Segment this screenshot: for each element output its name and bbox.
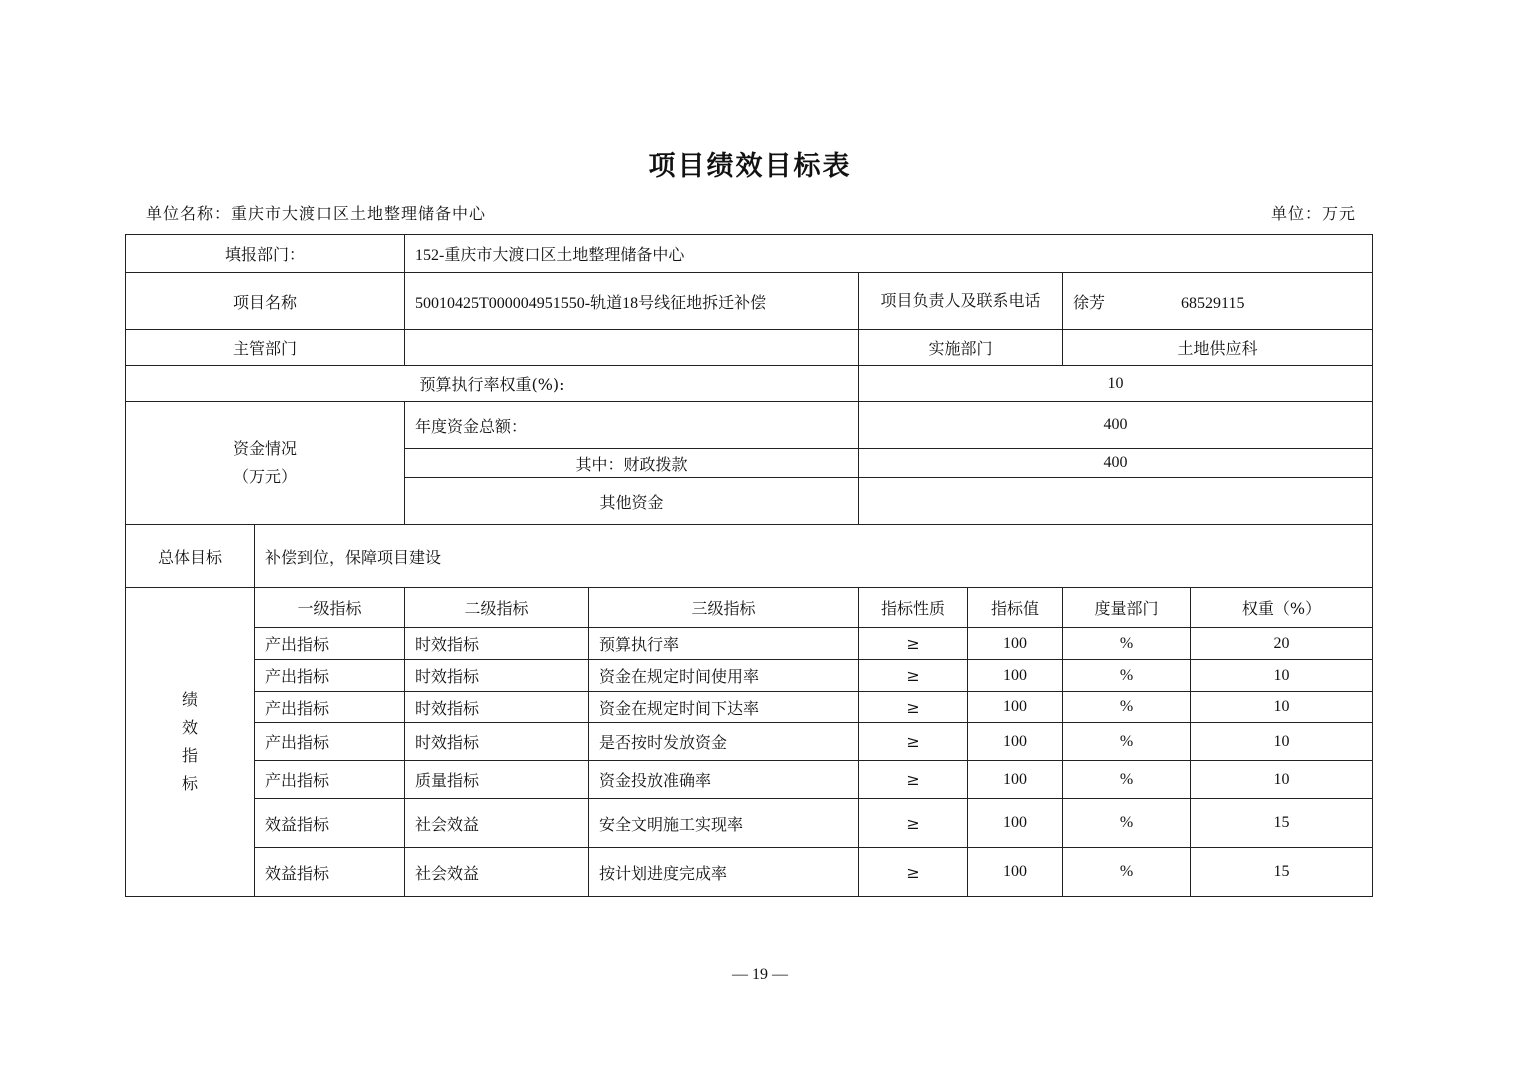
value-cell: 100 — [968, 628, 1063, 660]
nature-cell: ≥ — [859, 761, 968, 799]
level1-cell: 效益指标 — [255, 799, 405, 848]
nature-cell: ≥ — [859, 799, 968, 848]
performance-table — [125, 234, 1373, 897]
other-funds-value — [859, 478, 1373, 525]
perf-indicator-label — [126, 588, 255, 897]
level3-cell: 资金在规定时间下达率 — [589, 692, 859, 723]
annual-total-value: 400 — [859, 402, 1373, 449]
value-cell: 100 — [968, 692, 1063, 723]
table-row — [126, 799, 1373, 848]
nature-cell: ≥ — [859, 660, 968, 692]
impl-dept-label: 实施部门 — [859, 330, 1063, 366]
col-header: 一级指标 — [255, 588, 405, 628]
weight-cell: 15 — [1191, 799, 1373, 848]
unit-cell: % — [1063, 761, 1191, 799]
level2-cell: 时效指标 — [405, 660, 589, 692]
weight-cell: 20 — [1191, 628, 1373, 660]
budget-weight-label: 预算执行率权重(%): — [126, 366, 859, 402]
table-row — [126, 761, 1373, 799]
table-row — [126, 848, 1373, 897]
weight-cell: 10 — [1191, 761, 1373, 799]
annual-total-label: 年度资金总额： — [405, 402, 859, 449]
contact-phone: 68529115 — [1181, 294, 1245, 312]
nature-cell: ≥ — [859, 848, 968, 897]
level2-cell: 时效指标 — [405, 692, 589, 723]
reporting-dept-value: 152-重庆市大渡口区土地整理储备中心 — [405, 235, 1373, 273]
funds-unit: （万元） — [233, 467, 298, 486]
unit-cell: % — [1063, 660, 1191, 692]
impl-dept-value: 土地供应科 — [1063, 330, 1373, 366]
value-cell: 100 — [968, 660, 1063, 692]
level3-cell: 按计划进度完成率 — [589, 848, 859, 897]
weight-cell: 15 — [1191, 848, 1373, 897]
level2-cell: 质量指标 — [405, 761, 589, 799]
fiscal-label: 其中：财政拨款 — [405, 449, 859, 478]
unit-cell: % — [1063, 723, 1191, 761]
level2-cell: 时效指标 — [405, 723, 589, 761]
fiscal-value: 400 — [859, 449, 1373, 478]
other-funds-label: 其他资金 — [405, 478, 859, 525]
level2-cell: 时效指标 — [405, 628, 589, 660]
perf-label-char: 标 — [181, 774, 198, 793]
funds-label: 资金情况 — [233, 439, 298, 458]
table-row — [126, 628, 1373, 660]
weight-cell: 10 — [1191, 692, 1373, 723]
perf-label-char: 指 — [181, 746, 198, 765]
unit-cell: % — [1063, 848, 1191, 897]
project-name-label: 项目名称 — [126, 273, 405, 330]
level3-cell: 预算执行率 — [589, 628, 859, 660]
value-cell: 100 — [968, 848, 1063, 897]
level2-cell: 社会效益 — [405, 799, 589, 848]
level3-cell: 安全文明施工实现率 — [589, 799, 859, 848]
level1-cell: 产出指标 — [255, 660, 405, 692]
supervisor-label: 主管部门 — [126, 330, 405, 366]
reporting-dept-label: 填报部门： — [126, 235, 405, 273]
col-header: 权重（%） — [1191, 588, 1373, 628]
contact-person: 徐芳 — [1073, 294, 1106, 312]
contact-value — [1063, 273, 1373, 330]
table-row — [126, 692, 1373, 723]
value-cell: 100 — [968, 723, 1063, 761]
page-number: — 19 — — [732, 966, 788, 983]
perf-label-char: 绩 — [181, 690, 198, 709]
unit-name: 单位名称：重庆市大渡口区土地整理储备中心 — [146, 204, 487, 223]
col-header: 指标值 — [968, 588, 1063, 628]
overall-goal-value: 补偿到位，保障项目建设 — [255, 525, 1373, 588]
level1-cell: 产出指标 — [255, 723, 405, 761]
nature-cell: ≥ — [859, 628, 968, 660]
budget-weight-value: 10 — [859, 366, 1373, 402]
level3-cell: 资金投放准确率 — [589, 761, 859, 799]
weight-cell: 10 — [1191, 723, 1373, 761]
level3-cell: 资金在规定时间使用率 — [589, 660, 859, 692]
unit-cell: % — [1063, 799, 1191, 848]
unit-label: 单位：万元 — [1270, 204, 1356, 223]
value-cell: 100 — [968, 761, 1063, 799]
nature-cell: ≥ — [859, 692, 968, 723]
page-title: 项目绩效目标表 — [648, 151, 852, 182]
level3-cell: 是否按时发放资金 — [589, 723, 859, 761]
project-name-value: 50010425T000004951550-轨道18号线征地拆迁补偿 — [405, 273, 859, 330]
level1-cell: 产出指标 — [255, 692, 405, 723]
col-header: 指标性质 — [859, 588, 968, 628]
col-header: 度量部门 — [1063, 588, 1191, 628]
nature-cell: ≥ — [859, 723, 968, 761]
level1-cell: 产出指标 — [255, 628, 405, 660]
level1-cell: 效益指标 — [255, 848, 405, 897]
level1-cell: 产出指标 — [255, 761, 405, 799]
table-row — [126, 723, 1373, 761]
supervisor-value — [405, 330, 859, 366]
perf-label-char: 效 — [181, 718, 198, 737]
col-header: 二级指标 — [405, 588, 589, 628]
table-row — [126, 660, 1373, 692]
level2-cell: 社会效益 — [405, 848, 589, 897]
value-cell: 100 — [968, 799, 1063, 848]
contact-label: 项目负责人及联系电话 — [859, 273, 1063, 330]
col-header: 三级指标 — [589, 588, 859, 628]
weight-cell: 10 — [1191, 660, 1373, 692]
unit-cell: % — [1063, 692, 1191, 723]
unit-cell: % — [1063, 628, 1191, 660]
overall-goal-label: 总体目标 — [126, 525, 255, 588]
funds-label-cell — [126, 402, 405, 525]
